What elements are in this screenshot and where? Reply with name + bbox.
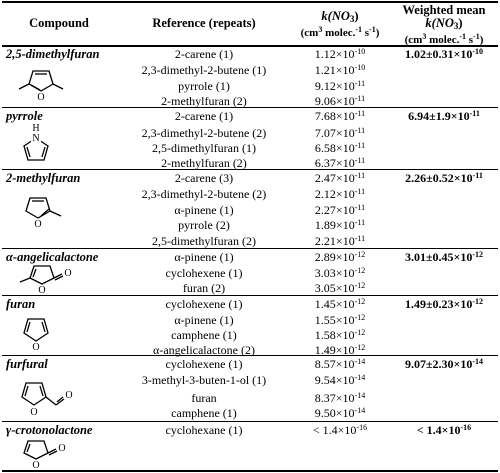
reference-cell: 3-methyl-3-buten-1-ol (1) (141, 373, 267, 387)
weighted-mean-value: $1.49\pm 0.23\times 10^{-12}$ (404, 297, 484, 311)
compound-name: γ-crotonolactone (6, 423, 93, 437)
weighted-mean-value: $3.01\pm 0.45\times 10^{-12}$ (404, 250, 484, 264)
methylfuran-structure (14, 190, 68, 230)
reference-cell: 2-carene (3) (174, 171, 234, 185)
svg-text:O: O (32, 342, 40, 353)
k-value-cell: $1.21\times 10^{-10}$ (314, 63, 366, 77)
crotonolactone-structure (12, 437, 72, 469)
reference-cell: cyclohexene (1) (165, 357, 243, 371)
k-value-cell: $2.89\times 10^{-12}$ (314, 250, 366, 264)
k-value-cell: $1.49\times 10^{-12}$ (314, 343, 366, 357)
reference-cell: α-pinene (1) (174, 250, 234, 264)
k-value-cell: $1.89\times 10^{-11}$ (314, 218, 366, 232)
k-value-cell: $9.54\times 10^{-14}$ (314, 373, 366, 387)
reference-cell: α-angelicalactone (2) (153, 343, 255, 357)
svg-text:O: O (32, 460, 40, 469)
k-value-cell: $9.12\times 10^{-11}$ (314, 79, 366, 93)
compound-name: furan (6, 297, 36, 311)
reference-cell: 2,5-dimethylfuran (1) (152, 141, 256, 155)
reference-cell: camphene (1) (171, 328, 237, 342)
header-weighted-mean: Weighted mean k(NO3) ($cm^3$ molec.$^{-1}$ $s^{-1}$) (402, 3, 486, 46)
angelicalactone-structure (14, 262, 76, 294)
compound-name: α-angelicalactone (6, 250, 99, 264)
header-reference: Reference (repeats) (152, 16, 256, 30)
k-value-cell: $7.07\times 10^{-11}$ (314, 126, 366, 140)
weighted-mean-value: $6.94\pm 1.9\times 10^{-11}$ (408, 109, 480, 123)
svg-text:O: O (37, 92, 45, 103)
compound-name: 2,5-dimethylfuran (6, 47, 100, 61)
reference-cell: 2-carene (1) (174, 47, 234, 61)
weighted-mean-value: $2.26\pm 0.52\times 10^{-11}$ (405, 171, 483, 185)
weighted-mean-value: < $1.4\times 10^{-16}$ (416, 423, 472, 437)
header-k: k(NO3) ($cm^3$ molec.$^{-1}$ $s^{-1}$) (300, 9, 380, 39)
k-value-cell: $1.58\times 10^{-12}$ (314, 328, 366, 342)
k-value-cell: $3.03\times 10^{-12}$ (314, 266, 366, 280)
svg-text:H: H (32, 123, 40, 134)
k-value-cell: $8.37\times 10^{-14}$ (314, 391, 366, 405)
svg-text:O: O (34, 219, 42, 230)
reference-cell: 2,5-dimethylfuran (2) (152, 234, 256, 248)
reference-cell: furan (2) (182, 281, 226, 295)
compound-name: 2-methylfuran (6, 171, 81, 185)
k-value-cell: $9.06\times 10^{-11}$ (314, 94, 366, 108)
reference-cell: 2-methylfuran (2) (161, 94, 247, 108)
k-value-cell: $2.21\times 10^{-11}$ (314, 234, 366, 248)
reference-cell: 2,3-dimethyl-2-butene (1) (141, 63, 267, 77)
reference-cell: camphene (1) (171, 406, 237, 420)
reference-cell: cyclohexene (1) (165, 297, 243, 311)
reference-cell: furan (191, 391, 217, 405)
group-divider (2, 421, 498, 422)
weighted-mean-value: $9.07\pm 2.30\times 10^{-14}$ (404, 357, 484, 371)
reference-cell: α-pinene (1) (174, 313, 234, 327)
group-divider (2, 295, 498, 296)
furfural-structure (12, 375, 78, 419)
header-compound: Compound (29, 16, 89, 30)
k-value-cell: $2.47\times 10^{-11}$ (314, 171, 366, 185)
reference-cell: 2,3-dimethyl-2-butene (2) (141, 126, 267, 140)
group-divider (2, 248, 498, 249)
reference-cell: cyclohexane (1) (165, 423, 243, 437)
svg-text:O: O (65, 390, 73, 401)
svg-text:O: O (38, 285, 46, 294)
k-value-cell: $7.68\times 10^{-11}$ (314, 109, 366, 123)
k-value-cell: $9.50\times 10^{-14}$ (314, 406, 366, 420)
compound-name: pyrrole (6, 109, 43, 123)
pyrrole-structure (14, 122, 58, 166)
k-value-cell: $3.05\times 10^{-12}$ (314, 281, 366, 295)
dimethylfuran-structure (14, 64, 68, 104)
k-value-cell: $6.58\times 10^{-11}$ (314, 141, 366, 155)
weighted-mean-value: $1.02\pm 0.31\times 10^{-10}$ (404, 47, 484, 61)
reference-cell: 2,3-dimethyl-2-butene (2) (141, 187, 267, 201)
k-value-cell: < $1.4\times 10^{-16}$ (312, 423, 368, 437)
k-value-cell: $1.55\times 10^{-12}$ (314, 313, 366, 327)
svg-text:O: O (58, 443, 66, 454)
furan-structure (14, 313, 58, 353)
compound-name: furfural (6, 357, 48, 371)
svg-text:O: O (64, 268, 72, 279)
k-value-cell: $1.45\times 10^{-12}$ (314, 297, 366, 311)
k-value-cell: $1.12\times 10^{-10}$ (314, 47, 366, 61)
svg-text:O: O (30, 407, 38, 418)
reference-cell: pyrrole (2) (178, 218, 230, 232)
k-value-cell: $2.27\times 10^{-11}$ (314, 203, 366, 217)
svg-text:N: N (32, 133, 40, 144)
reference-cell: 2-carene (1) (174, 109, 234, 123)
k-value-cell: $2.12\times 10^{-11}$ (314, 187, 366, 201)
reference-cell: α-pinene (1) (174, 203, 234, 217)
reference-cell: 2-methylfuran (2) (161, 156, 247, 170)
reference-cell: pyrrole (1) (178, 79, 230, 93)
k-value-cell: $8.57\times 10^{-14}$ (314, 357, 366, 371)
reference-cell: cyclohexene (1) (165, 266, 243, 280)
k-value-cell: $6.37\times 10^{-11}$ (314, 156, 366, 170)
table-bottom-rule (2, 470, 498, 472)
